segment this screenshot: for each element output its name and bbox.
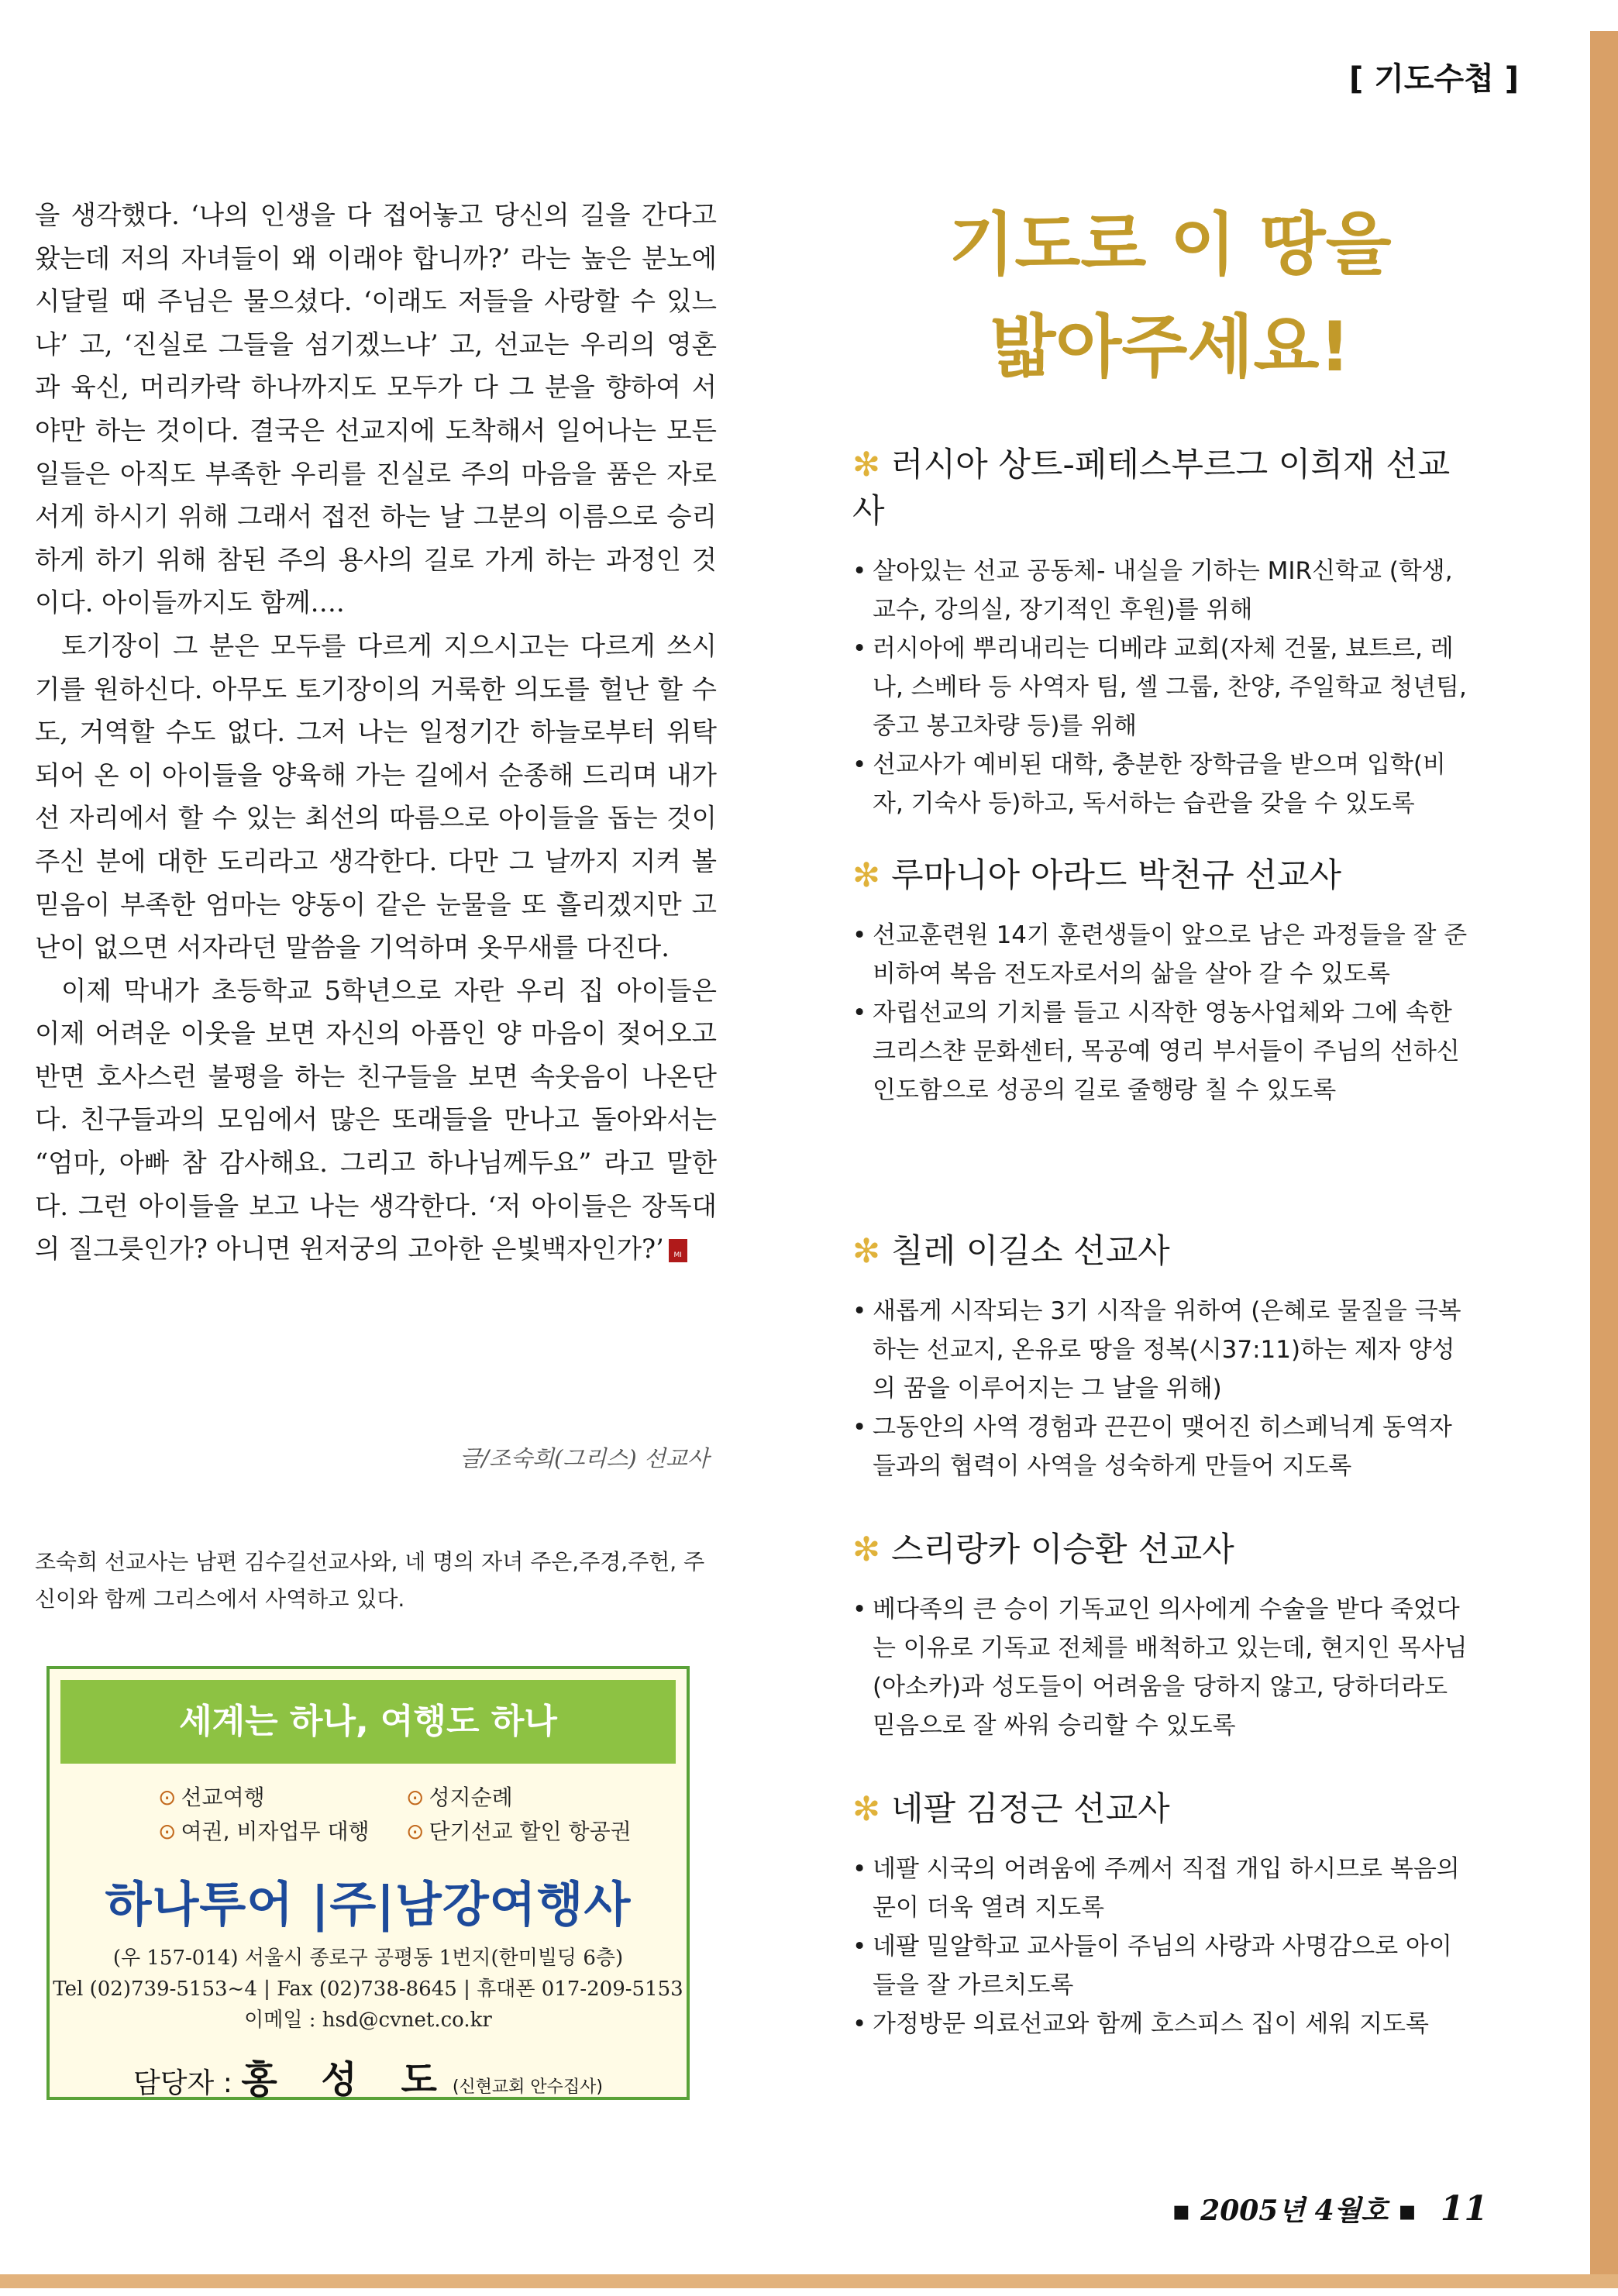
ad-service-label: 여권, 비자업무 대행 <box>181 1819 370 1844</box>
asterisk-icon: ✻ <box>852 1232 881 1271</box>
ad-service-item <box>406 1781 662 1815</box>
circle-dot-icon: ⊙ <box>406 1819 425 1844</box>
prayer-block-nepal <box>852 1786 1472 2043</box>
paragraph-text: 을 생각했다. ‘나의 인생을 다 접어놓고 당신의 길을 간다고 왔는데 저의 자녀들이 왜 이래야 합니까?’ 라는 높은 분노에 시달릴 때 주님은 물으셨다. ‘이래도 저들을 사랑할 수 있느냐’ 고, ‘진실로 그들을 섬기겠느냐’ 고, 선교는 우리의 영혼과 육신, 머리카락 하나까지도 모두가 다 그 분을 향하여 서야만 하는 것이다. 결국은 선교지에 도착해서 일어나는 모든 일들은 아직도 부족한 우리를 진실로 주의 마음을 품은 자로 서게 하시기 위해 그래서 접전 하는 날 그분의 이름으로 승리하게 하기 위해 참된 주의 용사의 길로 가게 하는 과정인 것이다. 아이들까지도 함께…. <box>35 200 717 618</box>
ad-service-item <box>158 1815 406 1849</box>
ad-service-item <box>406 1815 662 1849</box>
prayer-block-romania <box>852 852 1472 1110</box>
footer-bullet: ▪ <box>1172 2194 1191 2227</box>
prayer-list <box>852 1850 1472 2043</box>
ad-contact-name: 홍 성 도 <box>241 2058 453 2102</box>
prayer-title <box>821 194 1519 398</box>
prayer-item: • 가정방문 의료선교와 함께 호스피스 집이 세워 지도록 <box>852 2005 1472 2043</box>
page-bottom-strip <box>0 2274 1618 2288</box>
travel-ad[interactable] <box>46 1666 690 2100</box>
ad-contact-sub: (신현교회 안수집사) <box>452 2077 604 2097</box>
article-text <box>35 194 717 1271</box>
ad-contact <box>50 2050 687 2103</box>
prayer-item: • 네팔 시국의 어려움에 주께서 직접 개입 하시므로 복음의 문이 더욱 열려 지도록 <box>852 1850 1472 1927</box>
prayer-block-russia <box>852 442 1472 823</box>
prayer-item: • 네팔 밀알학교 교사들이 주님의 사랑과 사명감으로 아이들을 잘 가르치도록 <box>852 1927 1472 2005</box>
asterisk-icon: ✻ <box>852 446 881 484</box>
ad-address-line: (우 157-014) 서울시 종로구 공평동 1번지(한미빌딩 6층) <box>112 1947 624 1970</box>
prayer-list <box>852 1292 1472 1485</box>
paragraph-text: 토기장이 그 분은 모두를 다르게 지으시고는 다르게 쓰시기를 원하신다. 아무도 토기장이의 거룩한 의도를 헐난 할 수도, 거역할 수도 없다. 그저 나는 일정기간 하늘로부터 위탁되어 온 이 아이들을 양육해 가는 길에서 순종해 드리며 내가 선 자리에서 할 수 있는 최선의 따름으로 아이들을 돕는 것이 주신 분에 대한 도리라고 생각한다. 다만 그 날까지 지켜 볼 믿음이 부족한 엄마는 양동이 같은 눈물을 또 흘리겠지만 고난이 없으면 서자라던 말씀을 기억하며 옷무새를 다진다. <box>35 630 717 963</box>
page-footer <box>1162 2189 1488 2229</box>
prayer-item: • 살아있는 선교 공동체- 내실을 기하는 MIR신학교 (학생, 교수, 강의실, 장기적인 후원)를 위해 <box>852 552 1472 629</box>
prayer-block-srilanka <box>852 1527 1472 1745</box>
prayer-item: • 새롭게 시작되는 3기 시작을 위하여 (은혜로 물질을 극복하는 선교지, 온유로 땅을 정복(시37:11)하는 제자 양성의 꿈을 이루어지는 그 날을 위해) <box>852 1292 1472 1408</box>
ad-service-label: 선교여행 <box>181 1785 265 1810</box>
ad-service-label: 성지순례 <box>429 1785 513 1810</box>
ad-address-line: 이메일 : hsd@cvnet.co.kr <box>244 2009 492 2032</box>
ad-contact-label: 담당자 : <box>133 2067 232 2099</box>
prayer-heading: 스리랑카 이승환 선교사 <box>891 1530 1234 1569</box>
paragraph-text: 이제 막내가 초등학교 5학년으로 자란 우리 집 아이들은 이제 어려운 이웃을 보면 자신의 아픔인 양 마음이 젖어오고 반면 호사스런 불평을 하는 친구들을 보면 속웃음이 나온단다. 친구들과의 모임에서 많은 또래들을 만나고 돌아와서는 “엄마, 아빠 참 감사해요. 그리고 하나님께두요” 라고 말한다. 그런 아이들을 보고 나는 생각한다. ‘저 아이들은 장독대의 질그릇인가? 아니면 윈저궁의 고아한 은빛백자인가?’ <box>35 975 717 1265</box>
prayer-block-chile <box>852 1228 1472 1485</box>
footer-issue: 2005년 4월호 <box>1200 2194 1389 2227</box>
page-edge-strip <box>1590 31 1618 2278</box>
prayer-title-line-2: 밟아주세요! <box>990 307 1351 387</box>
asterisk-icon: ✻ <box>852 1790 881 1829</box>
article-paragraph <box>35 969 717 1271</box>
prayer-item: • 그동안의 사역 경험과 끈끈이 맺어진 히스페닉계 동역자들과의 협력이 사역을 성숙하게 만들어 지도록 <box>852 1408 1472 1485</box>
prayer-heading: 칠레 이길소 선교사 <box>891 1232 1170 1271</box>
asterisk-icon: ✻ <box>852 856 881 895</box>
prayer-item: • 자립선교의 기치를 들고 시작한 영농사업체와 그에 속한 크리스챤 문화센터, 목공예 영리 부서들이 주님의 선하신 인도함으로 성공의 길로 줄행랑 칠 수 있도록 <box>852 993 1472 1110</box>
circle-dot-icon: ⊙ <box>406 1785 425 1810</box>
prayer-item: • 선교훈련원 14기 훈련생들이 앞으로 남은 과정들을 잘 준비하여 복음 전도자로서의 삶을 살아 갈 수 있도록 <box>852 916 1472 993</box>
prayer-item: • 베다족의 큰 승이 기독교인 의사에게 수술을 받다 죽었다는 이유로 기독교 전체를 배척하고 있는데, 현지인 목사님(아소카)과 성도들이 어려움을 당하지 않고, 당하더라도 믿음으로 잘 싸워 승리할 수 있도록 <box>852 1590 1472 1745</box>
footer-bullet: ▪ <box>1397 2194 1417 2227</box>
ad-company-name: 하나투어 |주|남강여행사 <box>105 1876 632 1933</box>
article-paragraph <box>35 625 717 969</box>
ad-address-line: Tel (02)739-5153~4 | Fax (02)738-8645 | 휴대폰 017-209-5153 <box>53 1978 683 2001</box>
prayer-list <box>852 552 1472 823</box>
author-note: 조숙희 선교사는 남편 김수길선교사와, 네 명의 자녀 주은,주경,주헌, 주신이와 함께 그리스에서 사역하고 있다. <box>35 1549 705 1612</box>
section-tag: [ 기도수첩 ] <box>1349 61 1519 97</box>
article-paragraph <box>35 194 717 625</box>
ad-address <box>50 1943 687 2036</box>
circle-dot-icon: ⊙ <box>158 1785 177 1810</box>
article-body <box>35 194 717 1271</box>
prayer-heading: 루마니아 아라드 박천규 선교사 <box>891 856 1342 895</box>
prayer-list <box>852 1590 1472 1745</box>
page-number: 11 <box>1440 2189 1488 2229</box>
komi-logo-icon: KO MI <box>669 1239 687 1262</box>
asterisk-icon: ✻ <box>852 1530 881 1569</box>
prayer-heading: 러시아 상트-페테스부르그 이희재 선교사 <box>852 446 1451 531</box>
prayer-list <box>852 916 1472 1110</box>
byline: 글/조숙희(그리스) 선교사 <box>460 1445 709 1472</box>
circle-dot-icon: ⊙ <box>158 1819 177 1844</box>
ad-service-label: 단기선교 할인 항공권 <box>429 1819 632 1844</box>
prayer-item: • 러시아에 뿌리내리는 디베랴 교회(자체 건물, 뵤트르, 레나, 스베타 등 사역자 팀, 셀 그룹, 찬양, 주일학교 청년팀, 중고 봉고차량 등)를 위해 <box>852 629 1472 745</box>
prayer-title-line-1: 기도로 이 땅을 <box>948 205 1392 284</box>
prayer-item: • 선교사가 예비된 대학, 충분한 장학금을 받으며 입학(비자, 기숙사 등)하고, 독서하는 습관을 갖을 수 있도록 <box>852 745 1472 823</box>
ad-services <box>158 1781 687 1849</box>
ad-banner: 세계는 하나, 여행도 하나 <box>60 1680 676 1764</box>
ad-service-item <box>158 1781 406 1815</box>
prayer-heading: 네팔 김정근 선교사 <box>891 1790 1170 1829</box>
